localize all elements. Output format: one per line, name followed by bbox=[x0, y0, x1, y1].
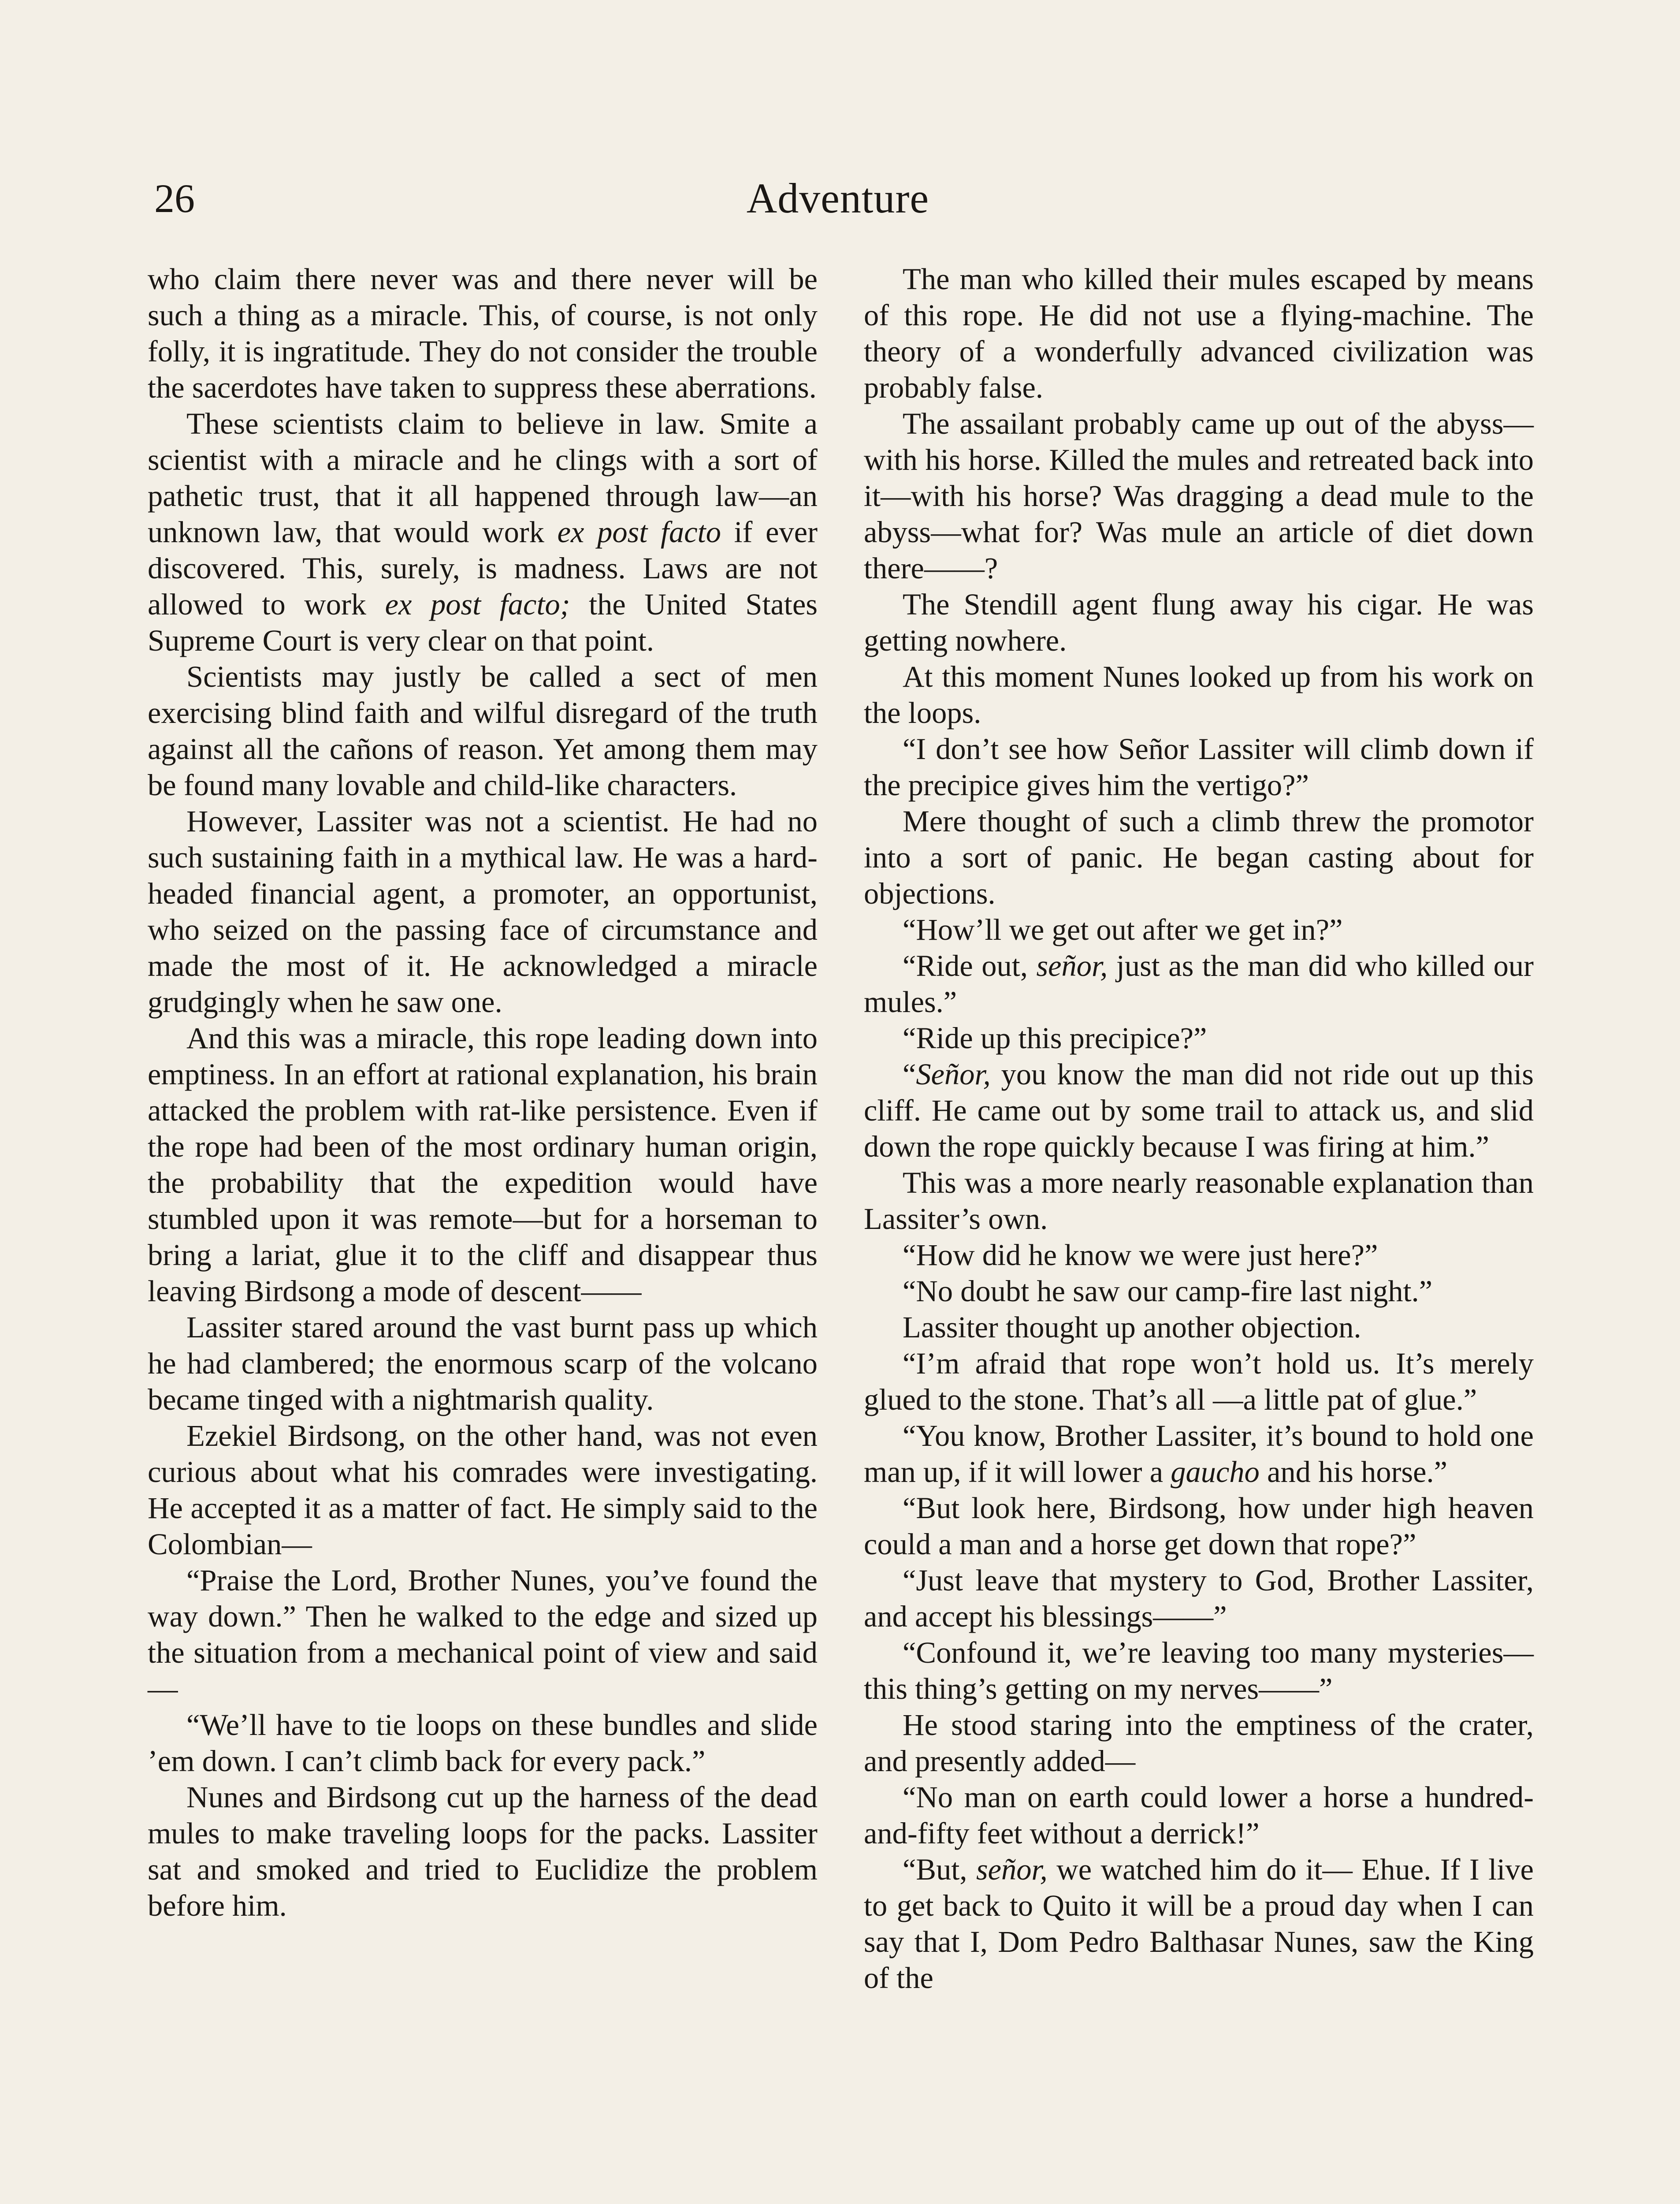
paragraph: “Ride up this precipice?” bbox=[903, 1021, 1207, 1055]
paragraph: “We’ll have to tie loops on these bundles and slide ’em down. I can’t climb back for every pack.” bbox=[148, 1708, 818, 1778]
paragraph: who claim there never was and there never will be such a thing as a miracle. This, of course, is not only folly, it is ingratitude. They do not consider the trouble the sacerdotes have taken to suppress these aberrations. bbox=[148, 262, 818, 404]
paragraph: And this was a miracle, this rope leading down into emptiness. In an effort at rational explanation, his brain attacked the problem with rat-like persistence. Even if the rope had been of the most ordinary human origin, the probability that the expedition would have stumbled upon it was remote—but for a horseman to bring a lariat, glue it to the cliff and disappear thus leaving Birdsong a mode of descent—— bbox=[148, 1021, 818, 1308]
paragraph: “How did he know we were just here?” bbox=[903, 1238, 1378, 1272]
paragraph: However, Lassiter was not a scientist. He had no such sustaining faith in a mythical law. He was a hard-headed financial agent, a promoter, an opportunist, who seized on the passing face of circumstance and made the most of it. He acknowledged a miracle grudgingly when he saw one. bbox=[148, 804, 818, 1019]
paragraph: “No man on earth could lower a horse a hundred-and-fifty feet without a derrick!” bbox=[864, 1780, 1534, 1850]
left-column bbox=[148, 261, 818, 1924]
paragraph: At this moment Nunes looked up from his work on the loops. bbox=[864, 660, 1534, 730]
paragraph: “I don’t see how Señor Lassiter will climb down if the precipice gives him the vertigo?” bbox=[864, 732, 1534, 802]
paragraph: The assailant probably came up out of the abyss—with his horse. Killed the mules and retreated back into it—with his horse? Was dragging a dead mule to the abyss—what for? Was mule an article of diet down there——? bbox=[864, 407, 1534, 585]
paragraph: Lassiter thought up another objection. bbox=[903, 1310, 1361, 1344]
paragraph: The man who killed their mules escaped by means of this rope. He did not use a flying-machine. The theory of a wonderfully advanced civilization was probably false. bbox=[864, 262, 1534, 404]
paragraph: Mere thought of such a climb threw the promotor into a sort of panic. He began casting about for objections. bbox=[864, 804, 1534, 910]
paragraph: “But, señor, we watched him do it— Ehue. If I live to get back to Quito it will be a proud day when I can say that I, Dom Pedro Balthasar Nunes, saw the King of the bbox=[864, 1853, 1534, 1995]
paragraph: “But look here, Birdsong, how under high heaven could a man and a horse get down that rope?” bbox=[864, 1491, 1534, 1561]
paragraph: He stood staring into the emptiness of the crater, and presently added— bbox=[864, 1708, 1534, 1778]
paragraph: This was a more nearly reasonable explanation than Lassiter’s own. bbox=[864, 1166, 1534, 1236]
paragraph: “Confound it, we’re leaving too many mysteries—this thing’s getting on my nerves——” bbox=[864, 1636, 1534, 1705]
paragraph: Ezekiel Birdsong, on the other hand, was not even curious about what his comrades were investigating. He accepted it as a matter of fact. He simply said to the Colombian— bbox=[148, 1419, 818, 1561]
paragraph: Nunes and Birdsong cut up the harness of the dead mules to make traveling loops for the packs. Lassiter sat and smoked and tried to Euclidize the problem before him. bbox=[148, 1780, 818, 1922]
running-title: Adventure bbox=[746, 175, 929, 222]
paragraph: Lassiter stared around the vast burnt pass up which he had clambered; the enormous scarp of the volcano became tinged with a nightmarish quality. bbox=[148, 1310, 818, 1416]
page-number: 26 bbox=[154, 176, 195, 221]
paragraph: “How’ll we get out after we get in?” bbox=[903, 913, 1343, 946]
paragraph: “No doubt he saw our camp-fire last night.” bbox=[903, 1274, 1433, 1308]
paragraph: The Stendill agent flung away his cigar. He was getting nowhere. bbox=[864, 588, 1534, 657]
right-column bbox=[864, 261, 1534, 1996]
paragraph: “Ride out, señor, just as the man did who killed our mules.” bbox=[864, 949, 1534, 1019]
page-header bbox=[145, 168, 1530, 229]
paragraph: “I’m afraid that rope won’t hold us. It’s merely glued to the stone. That’s all —a little pat of glue.” bbox=[864, 1347, 1534, 1416]
paragraph: “Praise the Lord, Brother Nunes, you’ve found the way down.” Then he walked to the edge and sized up the situation from a mechanical point of view and said— bbox=[148, 1564, 818, 1705]
paragraph: “Señor, you know the man did not ride out up this cliff. He came out by some trail to attack us, and slid down the rope quickly because I was firing at him.” bbox=[864, 1057, 1534, 1163]
paragraph: “Just leave that mystery to God, Brother Lassiter, and accept his blessings——” bbox=[864, 1564, 1534, 1633]
paragraph: “You know, Brother Lassiter, it’s bound to hold one man up, if it will lower a gaucho and his horse.” bbox=[864, 1419, 1534, 1489]
paragraph: These scientists claim to believe in law. Smite a scientist with a miracle and he clings with a sort of pathetic trust, that it all happened through law—an unknown law, that would work ex post facto if ever discovered. This, surely, is madness. Laws are not allowed to work ex post facto; the United States Supreme Court is very clear on that point. bbox=[148, 407, 818, 657]
paragraph: Scientists may justly be called a sect of men exercising blind faith and wilful disregard of the truth against all the cañons of reason. Yet among them may be found many lovable and child-like characters. bbox=[148, 660, 818, 802]
